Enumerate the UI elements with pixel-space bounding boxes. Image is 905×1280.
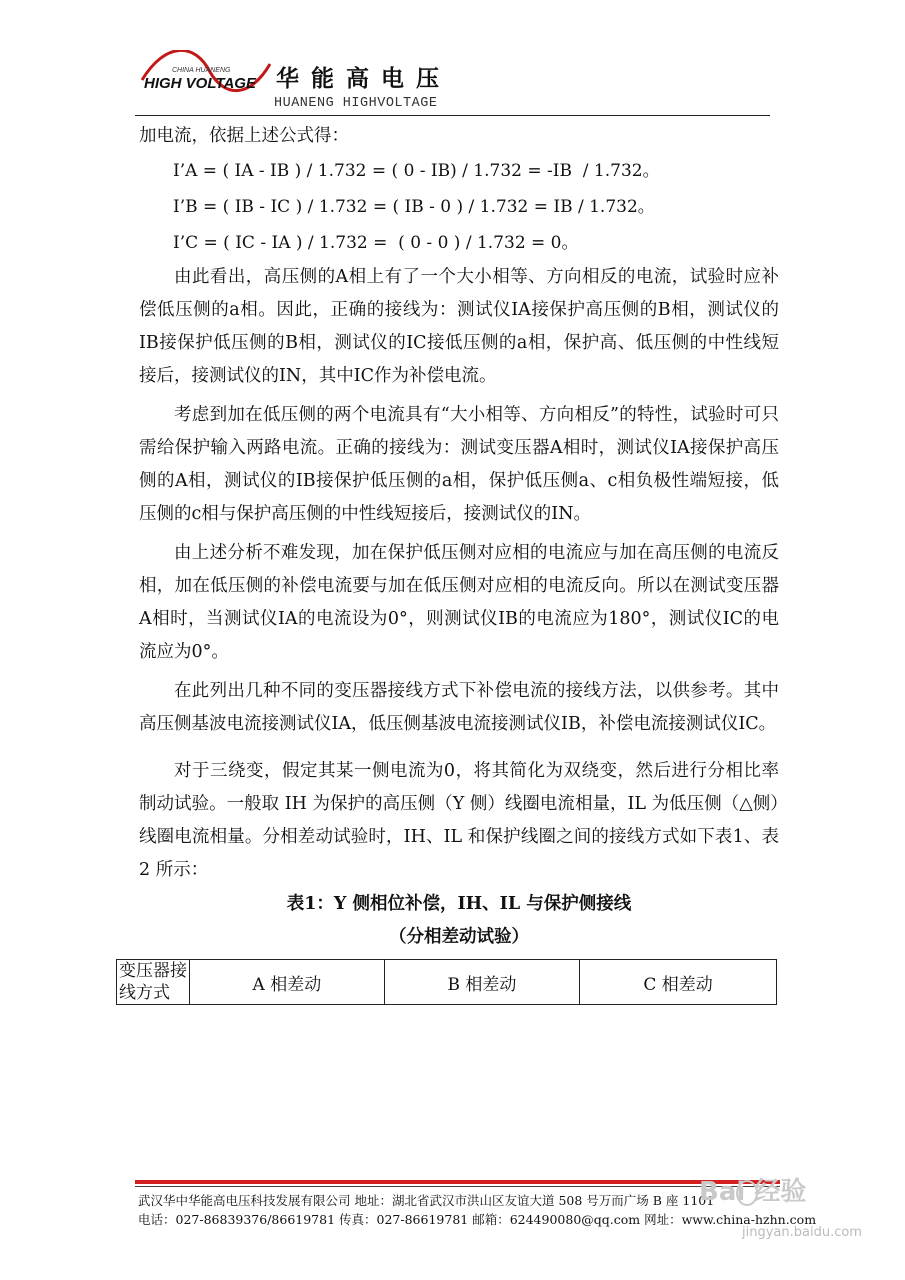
- footer-contact: 电话：027-86839376/86619781 传真：027-86619781 邮箱：624490080@qq.com 网址：www.china-hzhn.com: [138, 1212, 817, 1227]
- intro-line: 加电流，依据上述公式得：: [139, 126, 349, 146]
- paragraph-2: 考虑到加在低压侧的两个电流具有“大小相等、方向相反”的特性，试验时可只需给保护输入两路电流。正确的接线为：测试变压器A相时，测试仪IA接保护高压侧的A相，测试仪的IB接保护低压侧的a相，保护低压侧a、c相负极性端短接，低压侧的c相与保护高压侧的中性线短接后，接测试仪的IN。: [139, 405, 779, 524]
- header-divider: [135, 115, 770, 116]
- company-logo: [140, 50, 272, 102]
- formula-ic: I’C = ( IC - IA ) / 1.732 = ( 0 - 0 ) / 1.732 = 0。: [173, 233, 579, 253]
- formula-ia: I’A = ( IA - IB ) / 1.732 = ( 0 - IB) / 1.732 = -IB / 1.732。: [173, 161, 660, 181]
- watermark-brand: Bai 经验: [699, 1177, 807, 1207]
- table-header-cell: B 相差动: [384, 960, 579, 1005]
- table-header-cell: C 相差动: [580, 960, 777, 1005]
- brand-english-name: HUANENG HIGHVOLTAGE: [274, 96, 438, 111]
- logo-top-text: CHINA HUANENG: [172, 67, 231, 74]
- paragraph-1: 由此看出，高压侧的A相上有了一个大小相等、方向相反的电流，试验时应补偿低压侧的a相。因此，正确的接线为：测试仪IA接保护高压侧的B相，测试仪的IB接保护低压侧的B相，测试仪的IC接低压侧的a相，保护高、低压侧的中性线短接后，接测试仪的IN，其中IC作为补偿电流。: [139, 267, 779, 386]
- paragraph-3: 由上述分析不难发现，加在保护低压侧对应相的电流应与加在高压侧的电流反相，加在低压侧的补偿电流要与加在低压侧对应相的电流反向。所以在测试变压器A相时，当测试仪IA的电流设为0°，则测试仪IB的电流应为180°，测试仪IC的电流应为0°。: [139, 543, 779, 662]
- table-header-cell: 变压器接线方式: [117, 960, 190, 1005]
- table-row: [117, 960, 777, 1005]
- table-title: 表1：Y 侧相位补偿，IH、IL 与保护侧接线: [286, 894, 632, 914]
- brand-chinese-name: 华能高电压: [276, 66, 451, 92]
- footer-black-rule: [135, 1186, 780, 1187]
- watermark-url: jingyan.baidu.com: [742, 1225, 862, 1240]
- connection-table: [116, 959, 777, 1005]
- footer-address: 武汉华中华能高电压科技发展有限公司 地址：湖北省武汉市洪山区友谊大道 508 号万而广场 B 座 1101: [138, 1193, 715, 1208]
- paragraph-4: 在此列出几种不同的变压器接线方式下补偿电流的接线方法，以供参考。其中高压侧基波电流接测试仪IA，低压侧基波电流接测试仪IB，补偿电流接测试仪IC。: [139, 681, 779, 734]
- formula-ib: I’B = ( IB - IC ) / 1.732 = ( IB - 0 ) / 1.732 = IB / 1.732。: [173, 197, 655, 217]
- document-body: [119, 120, 779, 1005]
- logo-main-text: HIGH VOLTAGE: [144, 75, 256, 92]
- table-subtitle: （分相差动试验）: [389, 927, 529, 947]
- table-header-cell: A 相差动: [190, 960, 385, 1005]
- paragraph-5: 对于三绕变，假定其某一侧电流为0，将其简化为双绕变，然后进行分相比率制动试验。一般取 IH 为保护的高压侧（Y 侧）线圈电流相量，IL 为低压侧（△侧）线圈电流相量。分相差动试验时，IH、IL 和保护线圈之间的接线方式如下表1、表2 所示：: [139, 761, 779, 880]
- footer-red-rule: [135, 1180, 780, 1184]
